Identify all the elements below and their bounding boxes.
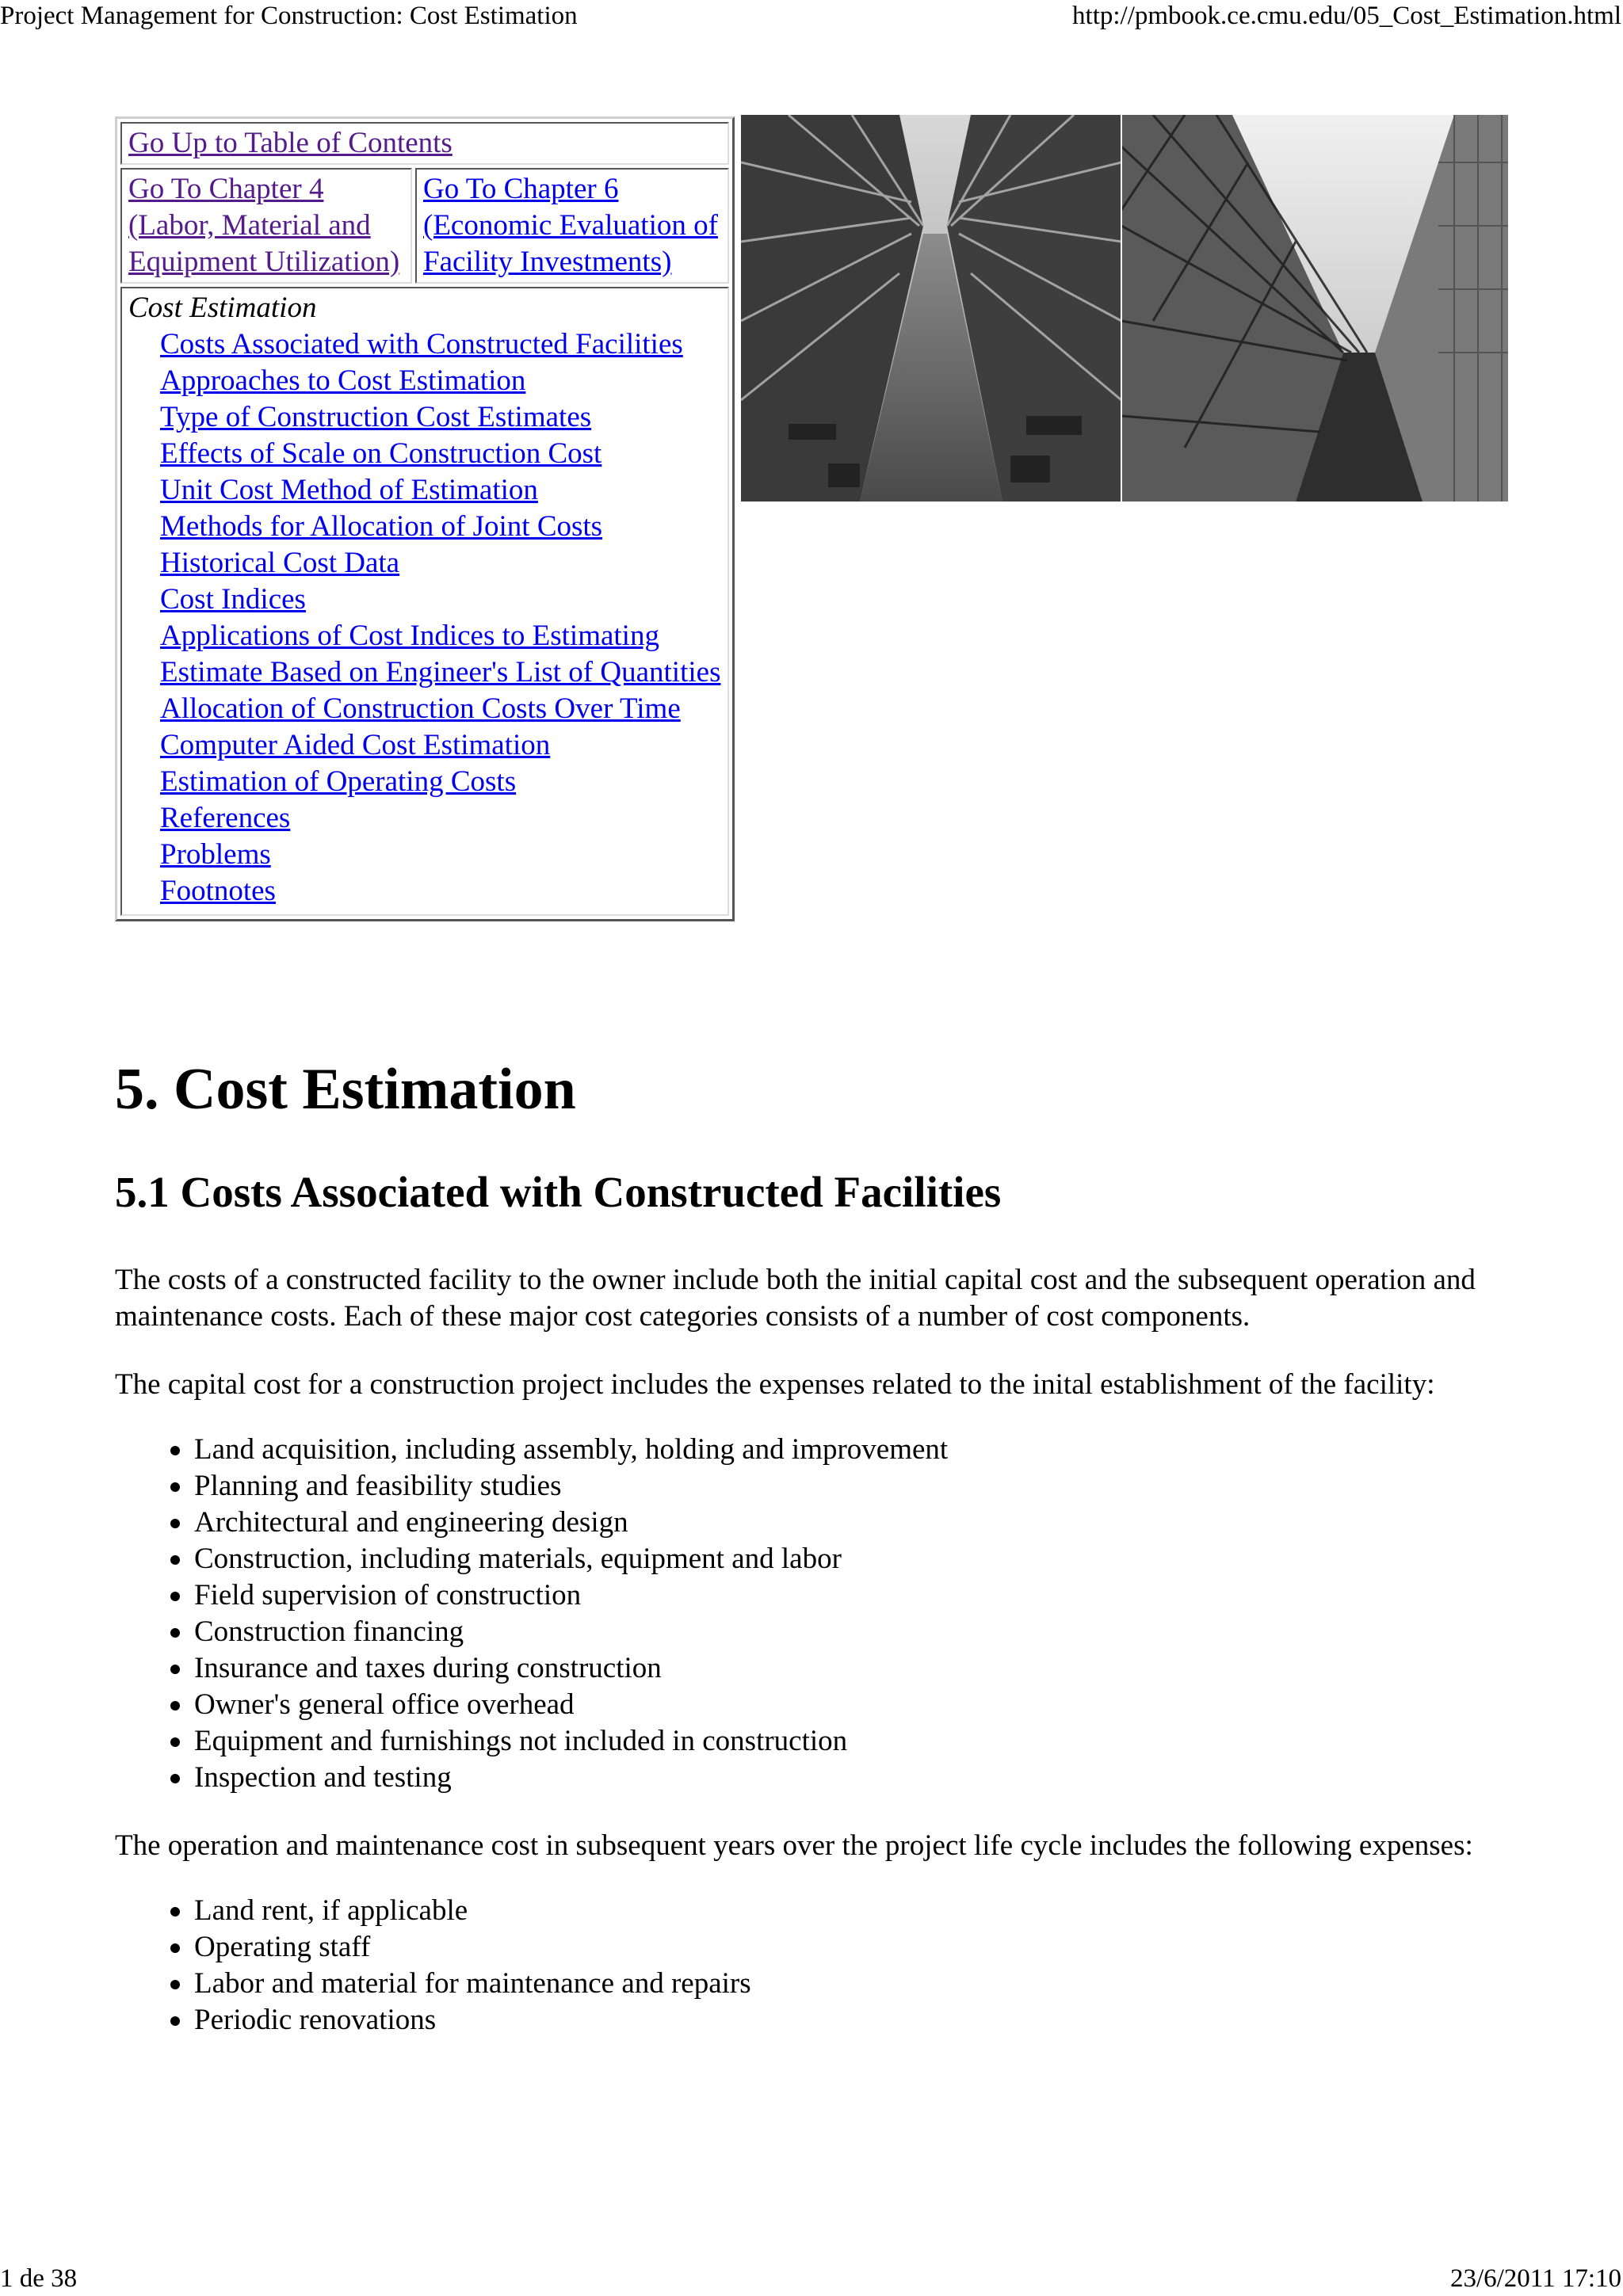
toc-link-allocation-over-time[interactable]: Allocation of Construction Costs Over Time <box>160 692 681 725</box>
paragraph-capital-cost: The capital cost for a construction project includes the expenses related to the inital establishment of the facility: <box>115 1368 1435 1401</box>
previous-chapter-link[interactable]: Go To Chapter 4 (Labor, Material and Equipment Utilization) <box>128 173 400 278</box>
capital-cost-list <box>115 1432 1533 1796</box>
list-item: Field supervision of construction <box>194 1577 1533 1614</box>
list-item: Insurance and taxes during construction <box>194 1650 1533 1687</box>
print-header-title: Project Management for Construction: Cost Estimation <box>0 2 578 30</box>
list-item: Inspection and testing <box>194 1760 1533 1796</box>
print-header <box>0 0 1623 32</box>
list-item: Equipment and furnishings not included in construction <box>194 1723 1533 1760</box>
nav-prev-cell <box>120 168 412 284</box>
toc-link-engineers-list[interactable]: Estimate Based on Engineer's List of Quantities <box>160 656 721 688</box>
print-header-url: http://pmbook.ce.cmu.edu/05_Cost_Estimation.html <box>1072 2 1621 30</box>
print-footer <box>0 2263 1623 2294</box>
nav-up-cell <box>120 122 729 165</box>
section-title: 5.1 Costs Associated with Constructed Facilities <box>115 1168 1002 1216</box>
toc-link-problems[interactable]: Problems <box>160 838 271 871</box>
toc-link-applications-of-indices[interactable]: Applications of Cost Indices to Estimating <box>160 620 659 652</box>
operation-cost-list <box>115 1893 1533 2039</box>
construction-photo-graphic <box>741 115 1508 502</box>
list-item: Land acquisition, including assembly, holding and improvement <box>194 1432 1533 1468</box>
body-content <box>115 1262 1533 2070</box>
next-chapter-link[interactable]: Go To Chapter 6 (Economic Evaluation of Facility Investments) <box>423 173 718 278</box>
toc-link-computer-aided[interactable]: Computer Aided Cost Estimation <box>160 729 551 761</box>
toc-link-costs-associated[interactable]: Costs Associated with Constructed Facilities <box>160 328 683 360</box>
nav-next-cell <box>415 168 729 284</box>
print-datetime: 23/6/2011 17:10 <box>1449 2264 1621 2293</box>
toc-link-types-of-estimates[interactable]: Type of Construction Cost Estimates <box>160 401 592 433</box>
navigation-table <box>115 116 735 921</box>
toc-link-historical-cost-data[interactable]: Historical Cost Data <box>160 547 400 579</box>
toc-link-references[interactable]: References <box>160 802 291 834</box>
list-item: Owner's general office overhead <box>194 1687 1533 1723</box>
list-item: Operating staff <box>194 1929 1533 1966</box>
list-item: Labor and material for maintenance and repairs <box>194 1966 1533 2002</box>
toc-title: Cost Estimation <box>128 292 317 324</box>
toc-link-footnotes[interactable]: Footnotes <box>160 875 276 907</box>
chapter-title: 5. Cost Estimation <box>115 1057 576 1122</box>
toc-link-cost-indices[interactable]: Cost Indices <box>160 583 306 616</box>
list-item: Planning and feasibility studies <box>194 1468 1533 1505</box>
page-number: 1 de 38 <box>0 2264 78 2293</box>
toc-link-approaches[interactable]: Approaches to Cost Estimation <box>160 364 526 397</box>
list-item: Periodic renovations <box>194 2002 1533 2039</box>
list-item: Architectural and engineering design <box>194 1505 1533 1541</box>
table-of-contents-link[interactable]: Go Up to Table of Contents <box>128 127 453 159</box>
nav-chapter-row <box>119 166 731 285</box>
toc-link-effects-of-scale[interactable]: Effects of Scale on Construction Cost <box>160 437 602 470</box>
toc-link-joint-costs[interactable]: Methods for Allocation of Joint Costs <box>160 510 603 543</box>
paragraph-intro: The costs of a constructed facility to the owner include both the initial capital cost and the subsequent operation and maintenance costs. Each of these major cost categories consists of a number of cost components. <box>115 1264 1476 1333</box>
list-item: Construction financing <box>194 1614 1533 1650</box>
construction-photo <box>741 115 1508 502</box>
toc-list <box>128 326 721 910</box>
list-item: Land rent, if applicable <box>194 1893 1533 1929</box>
paragraph-operation-cost: The operation and maintenance cost in subsequent years over the project life cycle includes the following expenses: <box>115 1829 1473 1862</box>
toc-link-unit-cost-method[interactable]: Unit Cost Method of Estimation <box>160 474 538 506</box>
toc-cell <box>120 287 729 916</box>
toc-link-operating-costs[interactable]: Estimation of Operating Costs <box>160 765 517 798</box>
list-item: Construction, including materials, equipment and labor <box>194 1541 1533 1577</box>
